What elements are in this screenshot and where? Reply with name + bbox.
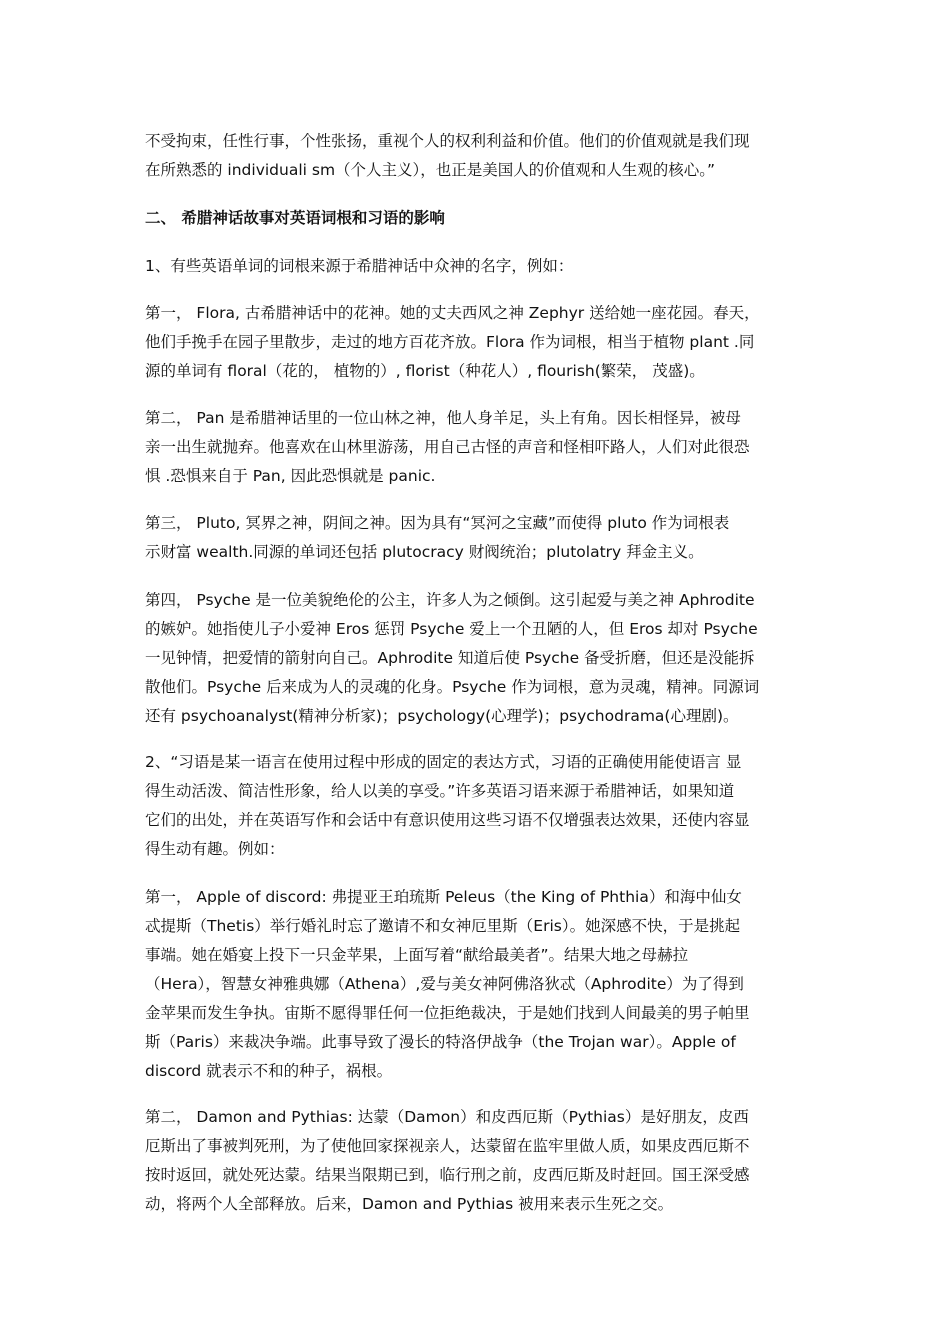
text-line: 在所熟悉的 individuali sm（个人主义），也正是美国人的价值观和人生观的核心。”: [145, 161, 716, 179]
text-line: discord 就表示不和的种子，祸根。: [145, 1062, 393, 1080]
paragraph-word-roots-intro: [145, 252, 815, 281]
paragraph-apple-of-discord: [145, 883, 815, 1086]
text-line: 第一， Apple of discord: 弗提亚王珀琉斯 Peleus（the King of Phthia）和海中仙女: [145, 888, 742, 906]
text-line: 忒提斯（Thetis）举行婚礼时忘了邀请不和女神厄里斯（Eris）。她深感不快，于是挑起: [145, 917, 741, 935]
paragraph-pluto: [145, 509, 815, 567]
text-line: 第二， Damon and Pythias: 达蒙（Damon）和皮西厄斯（Pythias）是好朋友，皮西: [145, 1108, 749, 1126]
text-line: 不受拘束，任性行事，个性张扬，重视个人的权利利益和价值。他们的价值观就是我们现: [145, 132, 750, 150]
text-line: 第四， Psyche 是一位美貌绝伦的公主，许多人为之倾倒。这引起爱与美之神 Aphrodite: [145, 591, 755, 609]
section-heading: [145, 204, 815, 233]
text-line: 一见钟情，把爱情的箭射向自己。Aphrodite 知道后使 Psyche 备受折磨，但还是没能拆: [145, 649, 755, 667]
paragraph-psyche: [145, 586, 815, 731]
text-line: 得生动有趣。例如：: [145, 840, 285, 858]
text-line: 得生动活泼、简洁性形象，给人以美的享受。”许多英语习语来源于希腊神话，如果知道: [145, 782, 735, 800]
text-line: 金苹果而发生争执。宙斯不愿得罪任何一位拒绝裁决，于是她们找到人间最美的男子帕里: [145, 1004, 750, 1022]
text-line: 第三， Pluto, 冥界之神，阴间之神。因为具有“冥河之宝藏”而使得 pluto 作为词根表: [145, 514, 730, 532]
text-line: 还有 psychoanalyst(精神分析家)；psychology(心理学)；psychodrama(心理剧)。: [145, 707, 739, 725]
text-line: 的嫉妒。她指使儿子小爱神 Eros 惩罚 Psyche 爱上一个丑陋的人，但 Eros 却对 Psyche: [145, 620, 758, 638]
text-line: 按时返回，就处死达蒙。结果当限期已到，临行刑之前，皮西厄斯及时赶回。国王深受感: [145, 1166, 750, 1184]
text-line: 亲一出生就抛弃。他喜欢在山林里游荡，用自己古怪的声音和怪相吓路人，人们对此很恐: [145, 438, 750, 456]
text-line: 第二， Pan 是希腊神话里的一位山林之神，他人身羊足，头上有角。因长相怪异，被母: [145, 409, 741, 427]
text-line: 源的单词有 floral（花的， 植物的）, florist（种花人）, flourish(繁荣， 茂盛)。: [145, 362, 705, 380]
section-heading-text: 二、 希腊神话故事对英语词根和习语的影响: [145, 209, 445, 227]
text-line: 2、“习语是某一语言在使用过程中形成的固定的表达方式，习语的正确使用能使语言 显: [145, 753, 742, 771]
text-line: 他们手挽手在园子里散步，走过的地方百花齐放。Flora 作为词根，相当于植物 plant .同: [145, 333, 755, 351]
paragraph-damon-and-pythias: [145, 1103, 815, 1219]
text-line: （Hera），智慧女神雅典娜（Athena）,爱与美女神阿佛洛狄忒（Aphrodite）为了得到: [145, 975, 744, 993]
text-line: 事端。她在婚宴上投下一只金苹果，上面写着“献给最美者”。结果大地之母赫拉: [145, 946, 689, 964]
paragraph-flora: [145, 299, 815, 386]
text-line: 第一， Flora, 古希腊神话中的花神。她的丈夫西风之神 Zephyr 送给她一座花园。春天，: [145, 304, 760, 322]
text-line: 惧 .恐惧来自于 Pan, 因此恐惧就是 panic.: [145, 467, 436, 485]
text-line: 厄斯出了事被判死刑，为了使他回家探视亲人，达蒙留在监牢里做人质，如果皮西厄斯不: [145, 1137, 750, 1155]
text-line: 1、有些英语单词的词根来源于希腊神话中众神的名字，例如：: [145, 257, 574, 275]
paragraph-pan: [145, 404, 815, 491]
paragraph-intro-continuation: [145, 127, 815, 185]
paragraph-idioms-intro: [145, 748, 815, 864]
text-line: 散他们。Psyche 后来成为人的灵魂的化身。Psyche 作为词根，意为灵魂，精神。同源词: [145, 678, 760, 696]
text-line: 动，将两个人全部释放。后来，Damon and Pythias 被用来表示生死之交。: [145, 1195, 674, 1213]
text-line: 它们的出处，并在英语写作和会话中有意识使用这些习语不仅增强表达效果，还使内容显: [145, 811, 750, 829]
text-line: 示财富 wealth.同源的单词还包括 plutocracy 财阀统治；plutolatry 拜金主义。: [145, 543, 704, 561]
text-line: 斯（Paris）来裁决争端。此事导致了漫长的特洛伊战争（the Trojan war）。Apple of: [145, 1033, 736, 1051]
